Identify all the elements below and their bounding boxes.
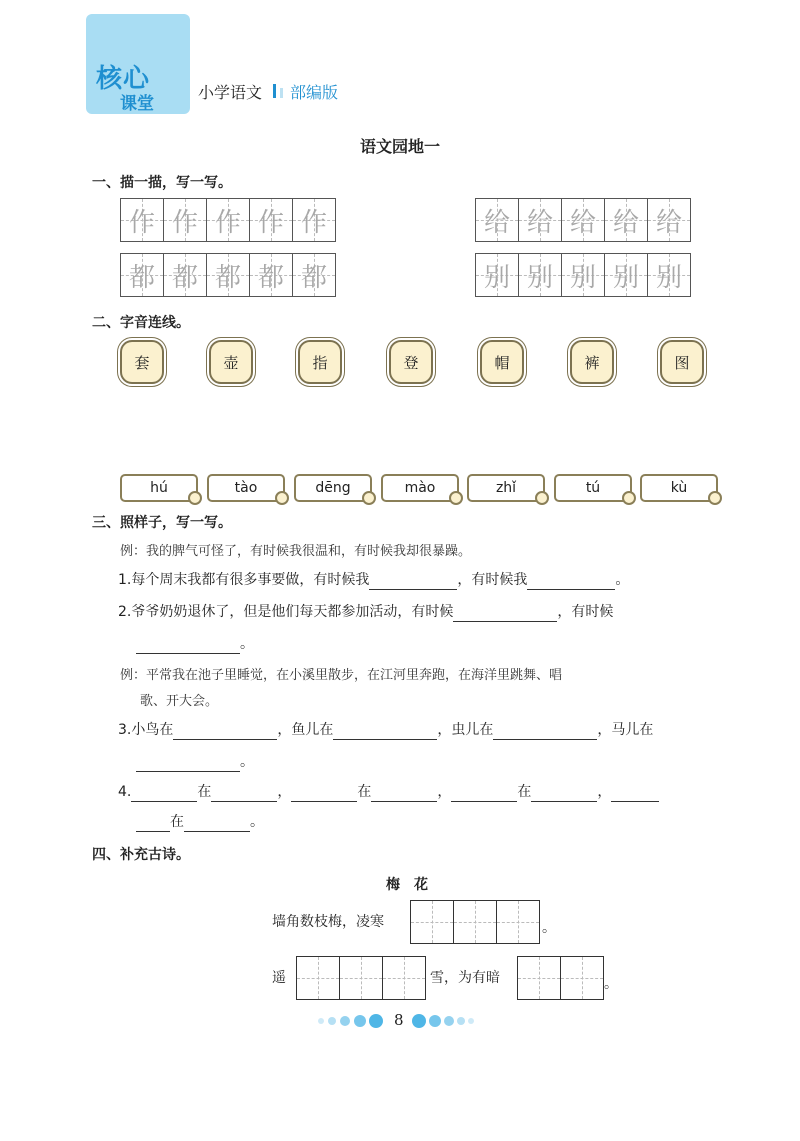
question-2: 2.爷爷奶奶退休了，但是他们每天都参加活动，有时候 ，有时候 [118,604,614,620]
tracing-grid-bie[interactable] [475,253,691,297]
answer-blank[interactable] [531,785,597,802]
footer-dot [444,1016,454,1026]
answer-blank[interactable] [136,815,170,832]
example-sentence-2: 例：平常我在池子里睡觉，在小溪里散步，在江河里奔跑，在海洋里跳舞、唱 [120,668,563,683]
footer-dot [354,1015,366,1027]
edition-label: 部编版 [290,83,339,102]
question-3: 3.小鸟在 ，鱼儿在 ，虫儿在 ，马儿在 [118,722,654,738]
footer-dot [328,1017,336,1025]
logo-text-bottom: 课堂 [120,94,154,114]
tracing-cell[interactable]: 给 [476,199,519,241]
answer-cell[interactable] [340,957,383,999]
answer-cell[interactable] [454,901,497,943]
pinyin-scroll-deng[interactable]: dēng [294,474,372,502]
answer-blank[interactable] [371,785,437,802]
answer-blank[interactable] [291,785,357,802]
char-badge-tu[interactable]: 图 [660,340,704,384]
section3-heading: 三、照样子，写一写。 [92,515,232,531]
answer-cell[interactable] [297,957,340,999]
tracing-cell[interactable]: 别 [562,254,605,296]
answer-blank[interactable] [369,573,457,590]
question-4-cont: 在 。 [136,812,264,832]
tracing-cell[interactable]: 给 [562,199,605,241]
char-badge-zhi[interactable]: 指 [298,340,342,384]
tracing-cell[interactable]: 给 [648,199,690,241]
header-separator [273,84,276,98]
tracing-cell[interactable]: 别 [605,254,648,296]
poem-line-1-prefix: 墙角数枝梅，凌寒 [272,914,384,930]
tracing-grid-zuo[interactable] [120,198,336,242]
tracing-cell[interactable]: 别 [648,254,690,296]
section4-heading: 四、补充古诗。 [92,847,190,863]
pinyin-scroll-hu[interactable]: hú [120,474,198,502]
logo-text-top: 核心 [96,64,151,94]
poem-title: 梅花 [386,877,442,893]
question-3-cont: 。 [136,752,254,772]
answer-cell[interactable] [497,901,539,943]
char-badge-deng[interactable]: 登 [389,340,433,384]
answer-blank[interactable] [333,723,437,740]
poem-line-2-prefix: 遥 [272,970,286,986]
tracing-cell[interactable]: 都 [121,254,164,296]
answer-blank[interactable] [136,637,240,654]
answer-cell[interactable] [561,957,603,999]
tracing-grid-dou[interactable] [120,253,336,297]
pinyin-scroll-ku[interactable]: kù [640,474,718,502]
question-4: 4. 在 ， 在 ， 在 ， [118,782,659,802]
answer-cell[interactable] [411,901,454,943]
footer-dot [369,1014,383,1028]
logo-badge [86,14,190,114]
question-2-cont: 。 [136,634,254,654]
pinyin-scroll-mao[interactable]: mào [381,474,459,502]
header-separator-light [280,88,283,98]
answer-blank[interactable] [493,723,597,740]
poem-line-1-suffix: 。 [542,920,556,936]
answer-blank[interactable] [451,785,517,802]
pinyin-scroll-tao[interactable]: tào [207,474,285,502]
tracing-cell[interactable]: 别 [476,254,519,296]
subject-label: 小学语文 [198,83,263,102]
tracing-cell[interactable]: 都 [164,254,207,296]
section2-heading: 二、字音连线。 [92,315,190,331]
answer-blank[interactable] [184,815,250,832]
footer-dot [340,1016,350,1026]
char-badge-mao[interactable]: 帽 [480,340,524,384]
tracing-cell[interactable]: 给 [519,199,562,241]
char-badge-hu[interactable]: 壶 [209,340,253,384]
answer-blank[interactable] [611,785,659,802]
poem-line-2-suffix: 。 [604,976,618,992]
answer-blank[interactable] [453,605,557,622]
tracing-cell[interactable]: 作 [164,199,207,241]
example-sentence-2-cont: 歌、开大会。 [140,694,219,709]
footer-dot [412,1014,426,1028]
answer-cell[interactable] [518,957,561,999]
answer-blank[interactable] [173,723,277,740]
tracing-cell[interactable]: 作 [250,199,293,241]
poem-answer-grid-2[interactable] [296,956,426,1000]
poem-answer-grid-1[interactable] [410,900,540,944]
question-1: 1.每个周末我都有很多事要做，有时候我 ，有时候我 。 [118,572,630,588]
footer-dot [457,1017,465,1025]
answer-blank[interactable] [136,755,240,772]
footer-dot [429,1015,441,1027]
tracing-cell[interactable]: 作 [207,199,250,241]
poem-answer-grid-3[interactable] [517,956,604,1000]
tracing-cell[interactable]: 别 [519,254,562,296]
pinyin-scroll-tu[interactable]: tú [554,474,632,502]
tracing-cell[interactable]: 都 [207,254,250,296]
tracing-cell[interactable]: 作 [293,199,335,241]
footer-dot [318,1018,324,1024]
tracing-grid-gei[interactable] [475,198,691,242]
answer-blank[interactable] [211,785,277,802]
tracing-cell[interactable]: 都 [250,254,293,296]
section1-heading: 一、描一描，写一写。 [92,175,232,191]
example-sentence-1: 例：我的脾气可怪了，有时候我很温和，有时候我却很暴躁。 [120,544,472,559]
char-badge-tao[interactable]: 套 [120,340,164,384]
poem-line-2-middle: 雪，为有暗 [430,970,500,986]
page-number: 8 [394,1011,404,1029]
char-badge-ku[interactable]: 裤 [570,340,614,384]
answer-cell[interactable] [383,957,425,999]
tracing-cell[interactable]: 都 [293,254,335,296]
tracing-cell[interactable]: 给 [605,199,648,241]
answer-blank[interactable] [131,785,197,802]
footer-dot [468,1018,474,1024]
tracing-cell[interactable]: 作 [121,199,164,241]
page-title: 语文园地一 [359,137,440,156]
answer-blank[interactable] [527,573,615,590]
pinyin-scroll-zhi[interactable]: zhǐ [467,474,545,502]
